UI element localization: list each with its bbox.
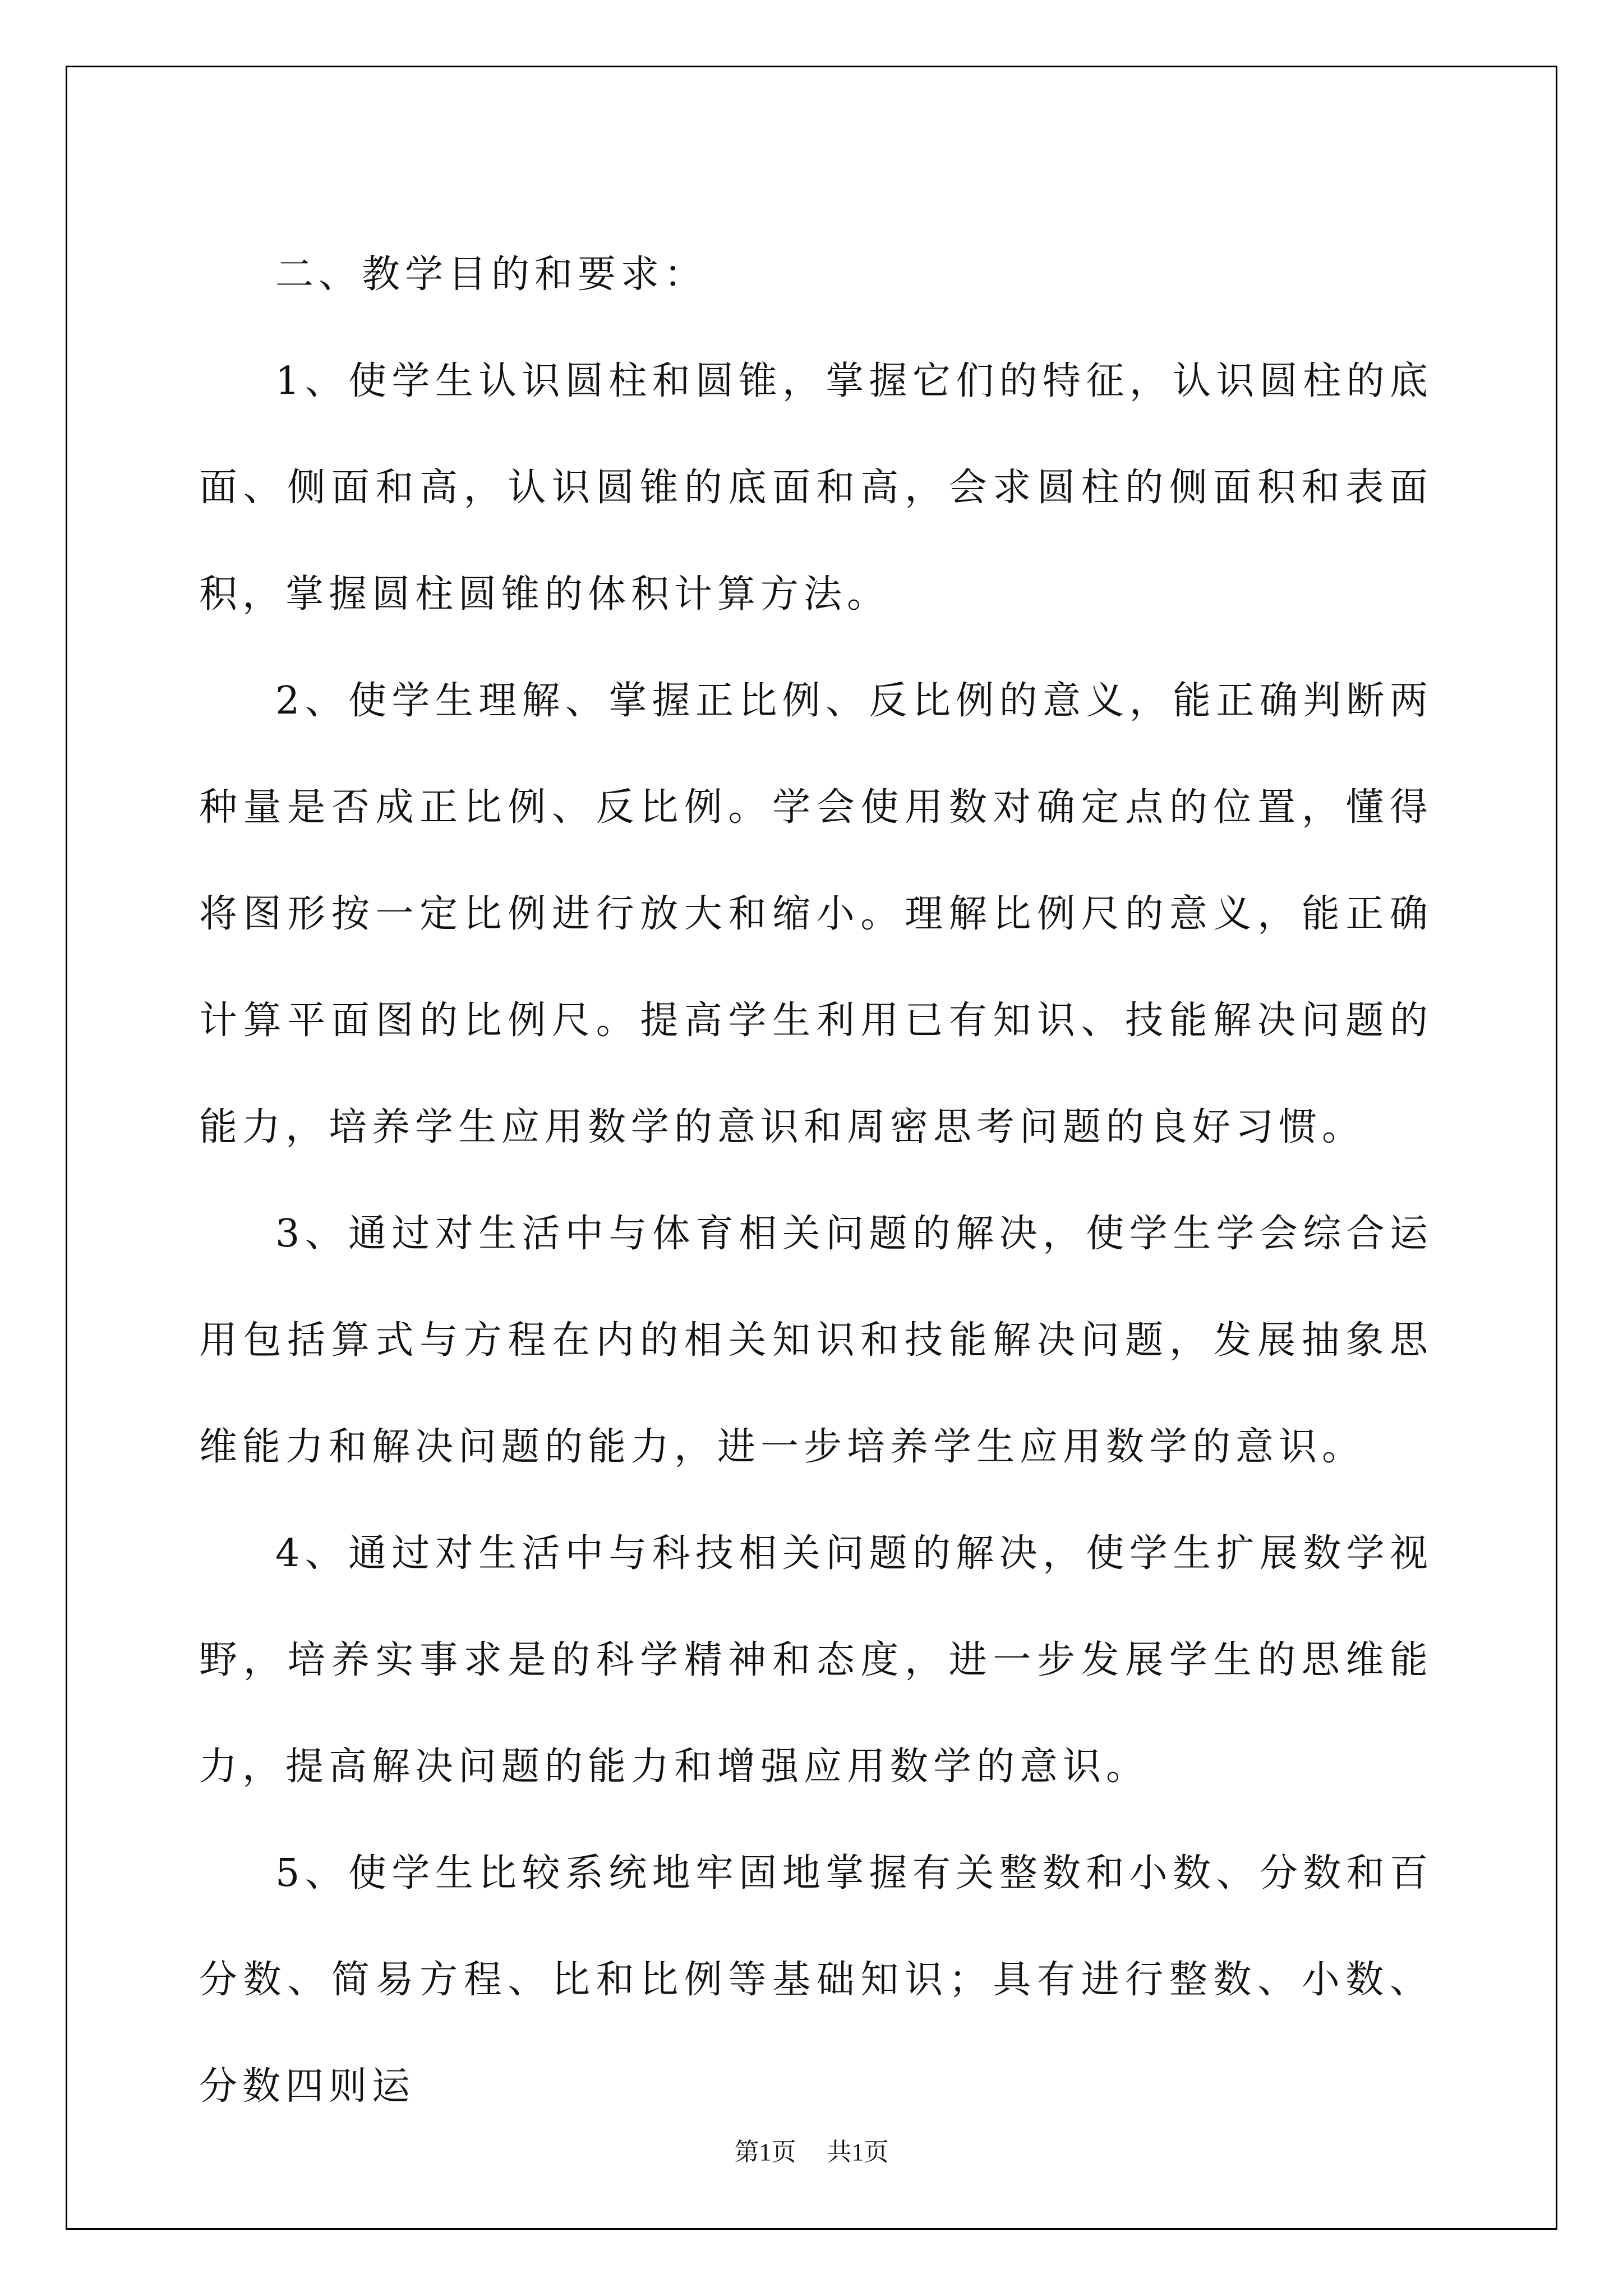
page-footer xyxy=(0,2132,1623,2168)
paragraph-2: 2、使学生理解、掌握正比例、反比例的意义，能正确判断两种量是否成正比例、反比例。学会使用数对确定点的位置，懂得将图形按一定比例进行放大和缩小。理解比例尺的意义，能正确计算平面图的比例尺。提高学生利用已有知识、技能解决问题的能力，培养学生应用数学的意识和周密思考问题的良好习惯。 xyxy=(199,679,1433,1149)
document-body xyxy=(199,222,1433,2140)
paragraph-3: 3、通过对生活中与体育相关问题的解决，使学生学会综合运用包括算式与方程在内的相关知识和技能解决问题，发展抽象思维能力和解决问题的能力，进一步培养学生应用数学的意识。 xyxy=(199,1212,1433,1469)
paragraph-4: 4、通过对生活中与科技相关问题的解决，使学生扩展数学视野，培养实事求是的科学精神和态度，进一步发展学生的思维能力，提高解决问题的能力和增强应用数学的意识。 xyxy=(199,1531,1433,1789)
page-total: 共1页 xyxy=(827,2138,889,2166)
paragraph-1: 1、使学生认识圆柱和圆锥，掌握它们的特征，认识圆柱的底面、侧面和高，认识圆锥的底面和高，会求圆柱的侧面积和表面积，掌握圆柱圆锥的体积计算方法。 xyxy=(199,359,1433,616)
paragraph-5: 5、使学生比较系统地牢固地掌握有关整数和小数、分数和百分数、简易方程、比和比例等基础知识；具有进行整数、小数、分数四则运 xyxy=(199,1851,1433,2109)
section-heading: 二、教学目的和要求： xyxy=(275,252,708,297)
page-number: 第1页 xyxy=(734,2138,796,2166)
